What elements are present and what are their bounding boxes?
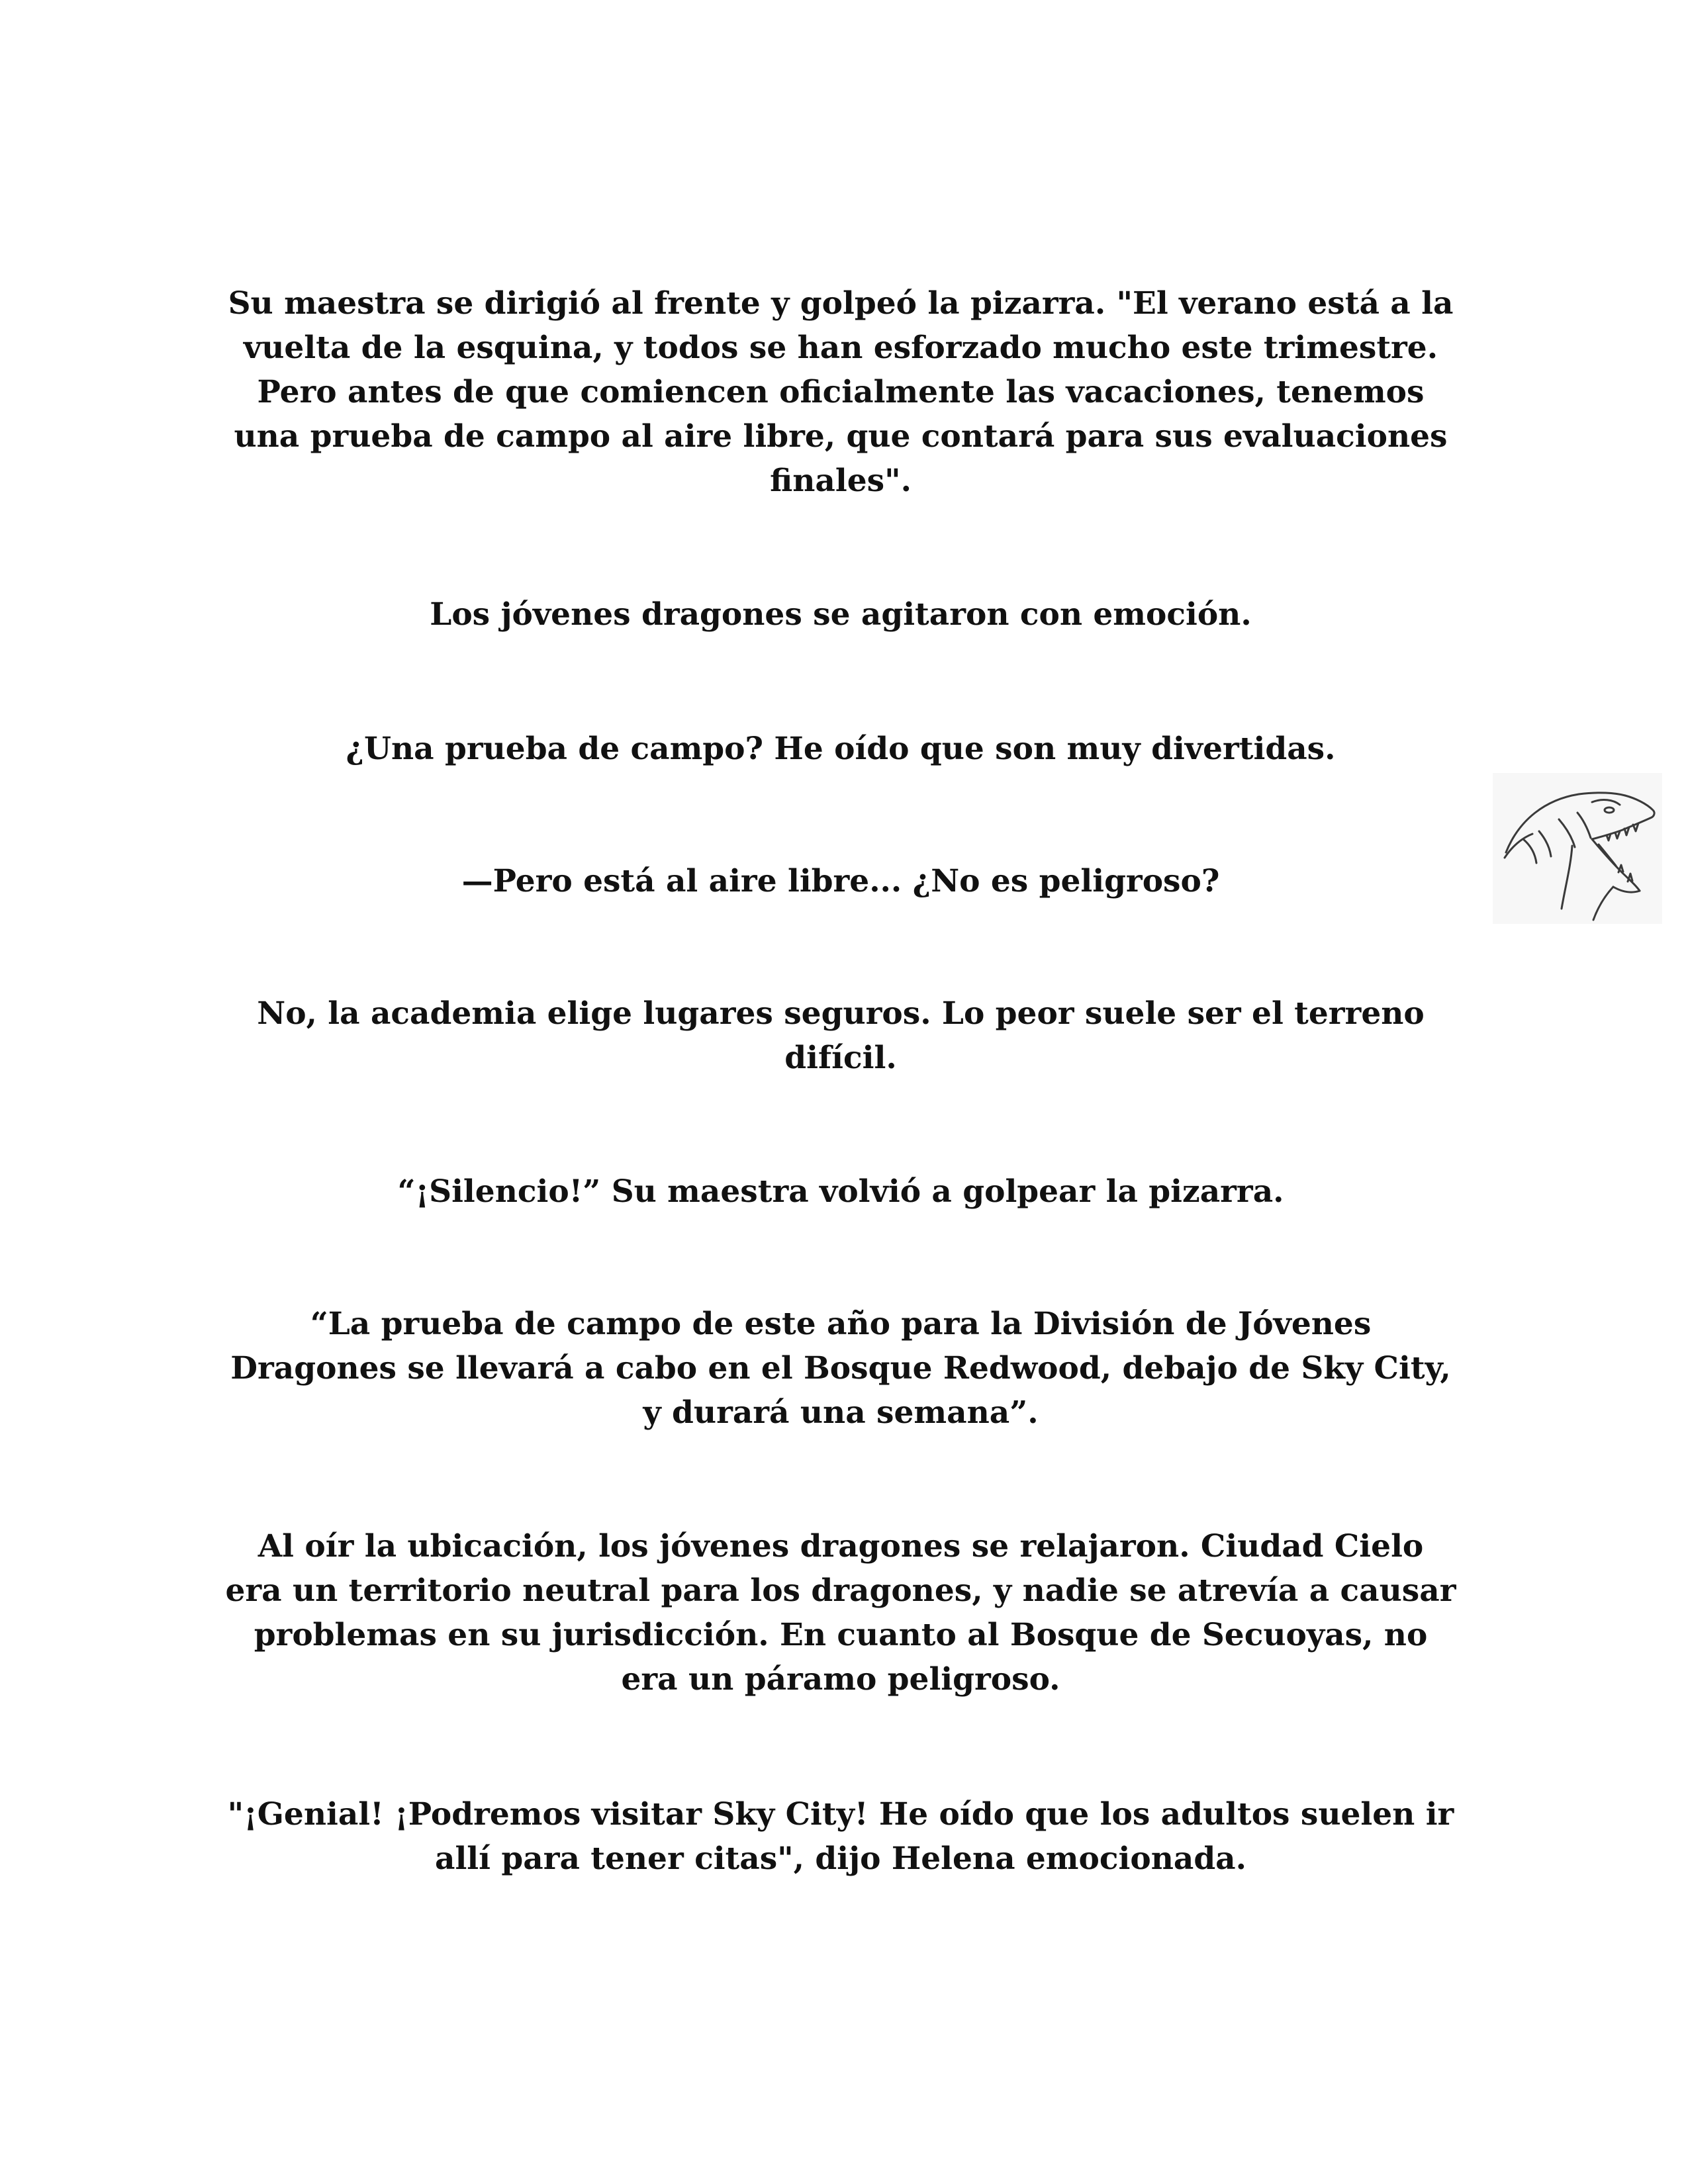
paragraph-3: ¿Una prueba de campo? He oído que son muy divertidas. (346, 731, 1336, 767)
paragraph-4: —Pero está al aire libre... ¿No es peligroso? (461, 863, 1220, 899)
paragraph-8: Al oír la ubicación, los jóvenes dragones se relajaron. Ciudad Cielo era un territorio neutral para los dragones, y nadie se atrevía a causar problemas en su jurisdicción. En cuanto al Bosque de Secuoyas, no era un páramo peligroso. (225, 1528, 1456, 1698)
paragraph-6: “¡Silencio!” Su maestra volvió a golpear la pizarra. (397, 1173, 1284, 1210)
dinosaur-head-sketch-icon (1493, 773, 1662, 924)
paragraph-5: No, la academia elige lugares seguros. Lo peor suele ser el terreno difícil. (257, 995, 1425, 1076)
paragraph-2: Los jóvenes dragones se agitaron con emoción. (430, 596, 1252, 633)
paragraph-1: Su maestra se dirigió al frente y golpeó la pizarra. "El verano está a la vuelta de la esquina, y todos se han esforzado mucho este trimestre. Pero antes de que comiencen oficialmente las vacaciones, tenemos una prueba de campo al aire libre, que contará para sus evaluaciones finales". (228, 285, 1454, 499)
paragraph-9: "¡Genial! ¡Podremos visitar Sky City! He oído que los adultos suelen ir allí para tener citas", dijo Helena emocionada. (227, 1796, 1454, 1877)
paragraph-7: “La prueba de campo de este año para la División de Jóvenes Dragones se llevará a cabo en el Bosque Redwood, debajo de Sky City, y durará una semana”. (230, 1306, 1451, 1431)
